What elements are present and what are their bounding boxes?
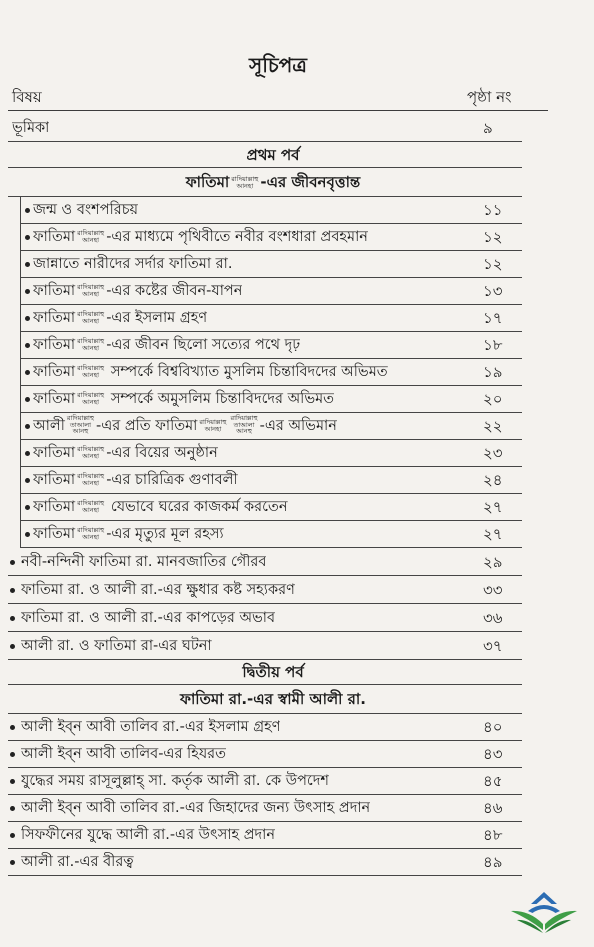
entry-title: আলী রা. ও ফাতিমা রা-এর ঘটনা	[21, 638, 212, 654]
entry-rest: -এর জীবন ছিলো সত্যের পথে দৃঢ়	[106, 337, 301, 353]
honorific	[231, 415, 258, 435]
logo-chevron	[531, 892, 557, 904]
toc-entry	[20, 467, 522, 494]
toc-entry	[20, 197, 522, 224]
honorific	[77, 311, 104, 324]
toc-entry	[20, 251, 522, 278]
honorific-line: রাদিয়াল্লাহু	[231, 175, 259, 183]
bullet-icon	[25, 397, 30, 402]
entry-rest: -এর ইসলাম গ্রহণ	[106, 310, 208, 326]
honorific-line: রাদিয়াল্লাহু	[77, 445, 105, 453]
entry-name: ফাতিমা	[33, 310, 76, 326]
logo-right-wing	[545, 911, 577, 930]
bullet-icon	[25, 370, 30, 375]
subheading-name: ফাতিমা	[185, 173, 230, 191]
entry-title: সিফফীনের যুদ্ধে আলী রা.-এর উৎসাহ প্রদান	[21, 827, 276, 843]
subject-column-header: বিষয়	[12, 88, 42, 106]
bullet-icon	[10, 588, 15, 593]
bullet-icon	[25, 343, 30, 348]
toc-entry	[20, 305, 522, 332]
entry-rest: যেভাবে ঘরের কাজকর্ম করতেন	[110, 499, 288, 515]
honorific	[77, 500, 104, 513]
logo-left-wing	[511, 911, 543, 930]
page-number: ২৪	[483, 471, 503, 489]
entry-title	[33, 224, 368, 251]
entry-title: আলী রা.-এর বীরত্ব	[21, 854, 134, 870]
honorific-line: রাদিয়াল্লাহু	[77, 391, 105, 399]
entry-title: জান্নাতে নারীদের সর্দার ফাতিমা রা.	[33, 256, 233, 272]
toc-entry	[20, 413, 522, 440]
entry-name: ফাতিমা	[33, 472, 76, 488]
honorific-line: রাদিয়াল্লাহু	[77, 499, 105, 507]
honorific-line: তাআলা	[233, 420, 255, 429]
honorific-line: আনহা	[82, 316, 100, 325]
bullet-icon	[25, 505, 30, 510]
entry-mid: -এর প্রতি ফাতিমা	[95, 418, 198, 434]
honorific	[199, 419, 226, 432]
honorific	[231, 176, 258, 189]
entry-rest: -এর চারিত্রিক গুণাবলী	[106, 472, 238, 488]
honorific-line: আনহা	[82, 289, 100, 298]
bullet-icon	[10, 833, 15, 838]
toc-entry	[8, 741, 522, 768]
bullet-icon	[10, 725, 15, 730]
entry-rest: -এর মৃত্যুর মূল রহস্য	[106, 526, 224, 542]
entry-title: ভূমিকা	[12, 120, 50, 136]
bullet-icon	[25, 424, 30, 429]
page-number: ২২	[483, 417, 503, 435]
toc-entry	[8, 714, 522, 741]
honorific	[77, 338, 104, 351]
page-number: ৪০	[483, 718, 503, 736]
entry-name: ফাতিমা	[33, 445, 76, 461]
honorific-line: আনহা	[82, 505, 100, 514]
honorific-line: রাদিয়াল্লাহু	[77, 283, 105, 291]
honorific	[77, 392, 104, 405]
entry-title	[33, 521, 224, 548]
page-number: ৩৩	[483, 581, 503, 599]
bullet-icon	[10, 616, 15, 621]
page-number: ১৯	[483, 363, 503, 381]
toc-entry	[20, 359, 522, 386]
entry-title	[33, 413, 337, 440]
page-number: ৩৬	[483, 609, 503, 627]
page-number: ৪৬	[483, 799, 503, 817]
part-subheading: ফাতিমা রা.-এর স্বামী আলী রা.	[8, 685, 522, 714]
honorific	[77, 284, 104, 297]
bullet-icon	[10, 779, 15, 784]
entry-name: আলী	[33, 418, 65, 434]
toc-entry	[8, 768, 522, 795]
part-heading: দ্বিতীয় পর্ব	[8, 660, 522, 685]
honorific-line: রাদিয়াল্লাহু	[77, 364, 105, 372]
toc-entry	[20, 224, 522, 251]
entry-name: ফাতিমা	[33, 391, 76, 407]
entry-rest: -এর মাধ্যমে পৃথিবীতে নবীর বংশধারা প্রবহমান	[106, 229, 368, 245]
toc-entry	[8, 849, 522, 876]
entry-title	[33, 440, 218, 467]
honorific-line: আনহা	[82, 370, 100, 379]
entry-title	[33, 278, 242, 305]
honorific-line: আনহু	[236, 427, 252, 435]
logo-arc	[528, 905, 560, 913]
page-column-header: পৃষ্ঠা নং	[467, 88, 512, 106]
bullet-icon	[25, 235, 30, 240]
page-number: ১৩	[483, 282, 503, 300]
honorific-line: রাদিয়াল্লাহু	[230, 414, 258, 422]
bullet-icon	[10, 644, 15, 649]
bullet-icon	[25, 316, 30, 321]
honorific	[77, 473, 104, 486]
honorific-line: আনহা	[236, 181, 254, 190]
toc-header-row	[8, 84, 548, 111]
bullet-icon	[25, 451, 30, 456]
entry-name: ফাতিমা	[33, 364, 76, 380]
entry-title	[33, 386, 334, 413]
page-number: ১৮	[483, 336, 503, 354]
page-number: ২৯	[483, 553, 503, 571]
bullet-icon	[10, 806, 15, 811]
honorific-line: রাদিয়াল্লাহু	[77, 526, 105, 534]
entry-rest: -এর কষ্টের জীবন-যাপন	[106, 283, 243, 299]
entry-rest: সম্পর্কে বিশ্ববিখ্যাত মুসলিম চিন্তাবিদদের অভিমত	[110, 364, 388, 380]
entry-title: আলী ইব্‌ন আবী তালিব-এর হিযরত	[21, 746, 227, 762]
publisher-logo-icon	[508, 889, 580, 937]
page-number: ৪৮	[483, 826, 503, 844]
page-number: ৪৫	[483, 772, 503, 790]
entry-title	[33, 305, 207, 332]
page-number: ১৭	[483, 309, 503, 327]
honorific-line: আনহা	[82, 397, 100, 406]
entry-title	[33, 332, 300, 359]
toc-entry	[8, 822, 522, 849]
entry-rest: সম্পর্কে অমুসলিম চিন্তাবিদদের অভিমত	[110, 391, 335, 407]
page-number: ৯	[483, 119, 493, 137]
subheading-rest: -এর জীবনবৃত্তান্ত	[260, 173, 361, 191]
honorific-line: রাদিয়াল্লাহু	[77, 472, 105, 480]
entry-title: ফাতিমা রা. ও আলী রা.-এর কাপড়ের অভাব	[21, 610, 276, 626]
honorific	[77, 365, 104, 378]
honorific-line: আনহা	[82, 532, 100, 541]
page-number: ১১	[483, 201, 503, 219]
bullet-icon	[25, 262, 30, 267]
honorific-line: রাদিয়াল্লাহু	[66, 414, 94, 422]
page-number: ২৩	[483, 444, 503, 462]
toc-entry	[8, 576, 522, 604]
entry-title	[33, 494, 288, 521]
entry-title: ফাতিমা রা. ও আলী রা.-এর ক্ষুধার কষ্ট সহ্যকরণ	[21, 582, 295, 598]
toc-entry	[8, 548, 522, 576]
page-number: ২০	[483, 390, 503, 408]
honorific	[67, 415, 94, 435]
entry-name: ফাতিমা	[33, 526, 76, 542]
entry-name: ফাতিমা	[33, 283, 76, 299]
toc-entry	[20, 494, 522, 521]
honorific	[77, 230, 104, 243]
toc-entry	[20, 386, 522, 413]
honorific-line: আনহা	[204, 424, 222, 433]
toc-entry	[8, 632, 522, 660]
entry-title	[33, 359, 388, 386]
honorific-line: রাদিয়াল্লাহু	[199, 418, 227, 426]
entry-title: যুদ্ধের সময় রাসূলুল্লাহ্ সা. কর্তৃক আলী রা. কে উপদেশ	[21, 773, 329, 789]
page-number: ২৭	[483, 525, 503, 543]
entry-title: আলী ইব্‌ন আবী তালিব রা.-এর জিহাদের জন্য উৎসাহ প্রদান	[21, 800, 371, 816]
bullet-icon	[10, 752, 15, 757]
entry-rest: -এর অভিমান	[259, 418, 337, 434]
honorific	[77, 446, 104, 459]
honorific-line: আনহা	[82, 343, 100, 352]
entry-rest: -এর বিয়ের অনুষ্ঠান	[106, 445, 218, 461]
part-heading: প্রথম পর্ব	[8, 142, 522, 168]
bullet-icon	[25, 289, 30, 294]
toc-entry	[8, 795, 522, 822]
entry-name: ফাতিমা	[33, 229, 76, 245]
page-number: ১২	[483, 228, 503, 246]
page-number: ২৭	[483, 498, 503, 516]
honorific-line: আনহা	[82, 478, 100, 487]
entry-title: জন্ম ও বংশপরিচয়	[33, 202, 139, 218]
bullet-icon	[25, 478, 30, 483]
toc-entry	[20, 278, 522, 305]
toc-entry	[20, 332, 522, 359]
toc-entry	[8, 604, 522, 632]
honorific-line: আনহা	[82, 451, 100, 460]
honorific-line: রাদিয়াল্লাহু	[77, 337, 105, 345]
page-number: ৪৯	[483, 853, 503, 871]
entry-name: ফাতিমা	[33, 499, 76, 515]
honorific	[77, 527, 104, 540]
entry-title: আলী ইব্‌ন আবী তালিব রা.-এর ইসলাম গ্রহণ	[21, 719, 281, 735]
bullet-icon	[10, 860, 15, 865]
page-number: ৪৩	[483, 745, 503, 763]
bullet-icon	[25, 208, 30, 213]
page-number: ১২	[483, 255, 503, 273]
entry-name: ফাতিমা	[33, 337, 76, 353]
toc-entry-intro	[8, 114, 522, 142]
page-number: ৩৭	[483, 637, 503, 655]
bullet-icon	[25, 532, 30, 537]
honorific-line: আনহু	[72, 427, 89, 435]
part-subheading	[8, 168, 522, 197]
toc-entry	[20, 521, 522, 548]
entry-title: নবী-নন্দিনী ফাতিমা রা. মানবজাতির গৌরব	[21, 554, 267, 570]
honorific-line: তাআলা	[69, 420, 91, 429]
toc-title: সূচিপত্র	[249, 53, 307, 77]
honorific-line: রাদিয়াল্লাহু	[77, 229, 105, 237]
entry-title	[33, 467, 238, 494]
toc-entry	[20, 440, 522, 467]
honorific-line: আনহা	[82, 235, 100, 244]
honorific-line: রাদিয়াল্লাহু	[77, 310, 105, 318]
bullet-icon	[10, 560, 15, 565]
